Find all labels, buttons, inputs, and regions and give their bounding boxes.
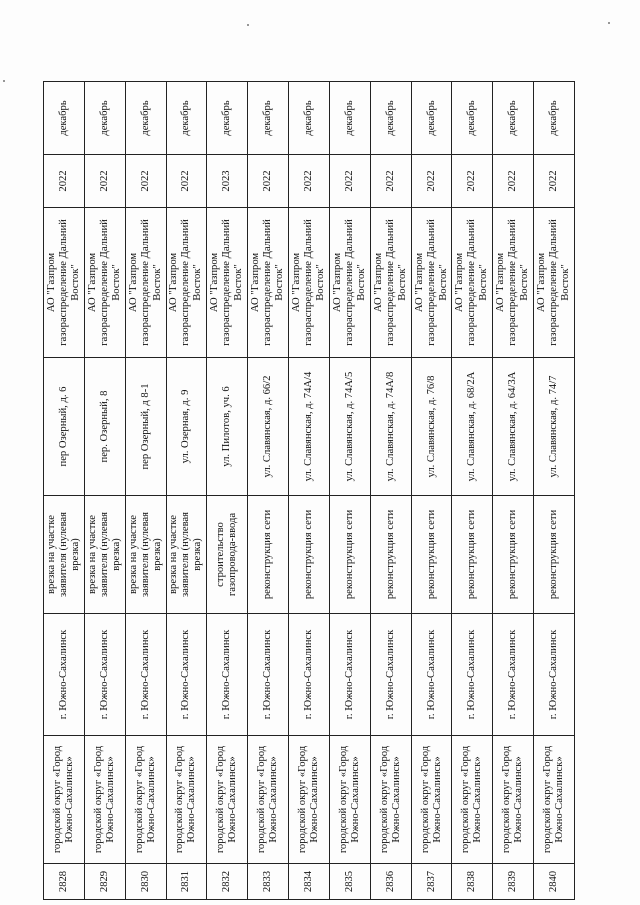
row-number: 2839 xyxy=(493,864,534,900)
municipality-cell: городской округ «Город Южно-Сахалинск» xyxy=(166,736,207,864)
organization-cell: АО "Газпром газораспределение Дальний Восток" xyxy=(125,208,166,358)
city-cell: г. Южно-Сахалинск xyxy=(289,614,330,736)
work-type-cell: врезка на участке заявителя (нулевая врезка) xyxy=(166,496,207,614)
address-cell: ул. Славянская, д. 64/3А xyxy=(493,358,534,496)
organization-cell: АО "Газпром газораспределение Дальний Восток" xyxy=(370,208,411,358)
year-cell: 2022 xyxy=(370,155,411,208)
month-cell: декабрь xyxy=(411,82,452,155)
rotated-page-content xyxy=(43,82,575,900)
year-cell: 2022 xyxy=(84,155,125,208)
table-row xyxy=(370,82,411,900)
address-cell: ул. Славянская, д. 66/2 xyxy=(248,358,289,496)
table-row xyxy=(493,82,534,900)
city-cell: г. Южно-Сахалинск xyxy=(370,614,411,736)
municipality-cell: городской округ «Город Южно-Сахалинск» xyxy=(125,736,166,864)
municipality-cell: городской округ «Город Южно-Сахалинск» xyxy=(452,736,493,864)
city-cell: г. Южно-Сахалинск xyxy=(207,614,248,736)
month-cell: декабрь xyxy=(329,82,370,155)
address-cell: ул. Славянская, д. 68/2А xyxy=(452,358,493,496)
address-cell: ул. Славянская, д. 74А/5 xyxy=(329,358,370,496)
municipality-cell: городской округ «Город Южно-Сахалинск» xyxy=(370,736,411,864)
organization-cell: АО "Газпром газораспределение Дальний Восток" xyxy=(166,208,207,358)
month-cell: декабрь xyxy=(452,82,493,155)
city-cell: г. Южно-Сахалинск xyxy=(534,614,575,736)
address-cell: пер Озерный, д 8-1 xyxy=(125,358,166,496)
table-row xyxy=(329,82,370,900)
row-number: 2834 xyxy=(289,864,330,900)
work-type-cell: реконструкция сети xyxy=(370,496,411,614)
work-type-cell: реконструкция сети xyxy=(452,496,493,614)
municipality-cell: городской округ «Город Южно-Сахалинск» xyxy=(248,736,289,864)
year-cell: 2022 xyxy=(493,155,534,208)
gasification-schedule-table xyxy=(43,81,575,900)
row-number: 2838 xyxy=(452,864,493,900)
municipality-cell: городской округ «Город Южно-Сахалинск» xyxy=(289,736,330,864)
scan-speck xyxy=(608,22,610,24)
month-cell: декабрь xyxy=(289,82,330,155)
municipality-cell: городской округ «Город Южно-Сахалинск» xyxy=(84,736,125,864)
work-type-cell: строительство газопровода-ввода xyxy=(207,496,248,614)
organization-cell: АО "Газпром газораспределение Дальний Восток" xyxy=(207,208,248,358)
address-cell: ул. Славянская, д. 74А/8 xyxy=(370,358,411,496)
work-type-cell: врезка на участке заявителя (нулевая врезка) xyxy=(125,496,166,614)
work-type-cell: врезка на участке заявителя (нулевая врезка) xyxy=(44,496,85,614)
month-cell: декабрь xyxy=(248,82,289,155)
organization-cell: АО "Газпром газораспределение Дальний Восток" xyxy=(493,208,534,358)
table-row xyxy=(411,82,452,900)
scan-speck xyxy=(247,24,249,26)
work-type-cell: врезка на участке заявителя (нулевая врезка) xyxy=(84,496,125,614)
work-type-cell: реконструкция сети xyxy=(289,496,330,614)
address-cell: ул. Пилотов, уч. 6 xyxy=(207,358,248,496)
table-row xyxy=(207,82,248,900)
city-cell: г. Южно-Сахалинск xyxy=(248,614,289,736)
row-number: 2836 xyxy=(370,864,411,900)
row-number: 2830 xyxy=(125,864,166,900)
year-cell: 2022 xyxy=(44,155,85,208)
month-cell: декабрь xyxy=(44,82,85,155)
organization-cell: АО "Газпром газораспределение Дальний Восток" xyxy=(248,208,289,358)
year-cell: 2022 xyxy=(411,155,452,208)
organization-cell: АО "Газпром газораспределение Дальний Восток" xyxy=(329,208,370,358)
municipality-cell: городской округ «Город Южно-Сахалинск» xyxy=(329,736,370,864)
row-number: 2828 xyxy=(44,864,85,900)
work-type-cell: реконструкция сети xyxy=(329,496,370,614)
row-number: 2835 xyxy=(329,864,370,900)
table-row xyxy=(452,82,493,900)
table-row xyxy=(166,82,207,900)
organization-cell: АО "Газпром газораспределение Дальний Восток" xyxy=(44,208,85,358)
year-cell: 2022 xyxy=(289,155,330,208)
city-cell: г. Южно-Сахалинск xyxy=(125,614,166,736)
organization-cell: АО "Газпром газораспределение Дальний Восток" xyxy=(534,208,575,358)
organization-cell: АО "Газпром газораспределение Дальний Восток" xyxy=(452,208,493,358)
municipality-cell: городской округ «Город Южно-Сахалинск» xyxy=(207,736,248,864)
month-cell: декабрь xyxy=(534,82,575,155)
table-row xyxy=(44,82,85,900)
municipality-cell: городской округ «Город Южно-Сахалинск» xyxy=(493,736,534,864)
month-cell: декабрь xyxy=(370,82,411,155)
table-row xyxy=(248,82,289,900)
row-number: 2832 xyxy=(207,864,248,900)
year-cell: 2022 xyxy=(248,155,289,208)
table-row xyxy=(125,82,166,900)
table-body xyxy=(44,82,575,900)
address-cell: ул. Славянская, д. 74/7 xyxy=(534,358,575,496)
city-cell: г. Южно-Сахалинск xyxy=(329,614,370,736)
year-cell: 2023 xyxy=(207,155,248,208)
address-cell: пер. Озерный, 8 xyxy=(84,358,125,496)
address-cell: пер Озерный, д. 6 xyxy=(44,358,85,496)
municipality-cell: городской округ «Город Южно-Сахалинск» xyxy=(534,736,575,864)
city-cell: г. Южно-Сахалинск xyxy=(493,614,534,736)
year-cell: 2022 xyxy=(534,155,575,208)
work-type-cell: реконструкция сети xyxy=(493,496,534,614)
scan-speck xyxy=(3,80,5,82)
year-cell: 2022 xyxy=(166,155,207,208)
table-row xyxy=(84,82,125,900)
address-cell: ул. Славянская, д. 74А/4 xyxy=(289,358,330,496)
work-type-cell: реконструкция сети xyxy=(534,496,575,614)
year-cell: 2022 xyxy=(329,155,370,208)
city-cell: г. Южно-Сахалинск xyxy=(452,614,493,736)
row-number: 2840 xyxy=(534,864,575,900)
month-cell: декабрь xyxy=(125,82,166,155)
municipality-cell: городской округ «Город Южно-Сахалинск» xyxy=(411,736,452,864)
municipality-cell: городской округ «Город Южно-Сахалинск» xyxy=(44,736,85,864)
row-number: 2837 xyxy=(411,864,452,900)
row-number: 2831 xyxy=(166,864,207,900)
organization-cell: АО "Газпром газораспределение Дальний Восток" xyxy=(289,208,330,358)
year-cell: 2022 xyxy=(452,155,493,208)
organization-cell: АО "Газпром газораспределение Дальний Восток" xyxy=(84,208,125,358)
month-cell: декабрь xyxy=(493,82,534,155)
month-cell: декабрь xyxy=(166,82,207,155)
table-row xyxy=(289,82,330,900)
city-cell: г. Южно-Сахалинск xyxy=(84,614,125,736)
row-number: 2833 xyxy=(248,864,289,900)
city-cell: г. Южно-Сахалинск xyxy=(166,614,207,736)
work-type-cell: реконструкция сети xyxy=(248,496,289,614)
address-cell: ул. Славянская, д. 76/8 xyxy=(411,358,452,496)
row-number: 2829 xyxy=(84,864,125,900)
month-cell: декабрь xyxy=(84,82,125,155)
city-cell: г. Южно-Сахалинск xyxy=(44,614,85,736)
address-cell: ул. Озерная, д. 9 xyxy=(166,358,207,496)
table-row xyxy=(534,82,575,900)
work-type-cell: реконструкция сети xyxy=(411,496,452,614)
organization-cell: АО "Газпром газораспределение Дальний Восток" xyxy=(411,208,452,358)
year-cell: 2022 xyxy=(125,155,166,208)
month-cell: декабрь xyxy=(207,82,248,155)
city-cell: г. Южно-Сахалинск xyxy=(411,614,452,736)
